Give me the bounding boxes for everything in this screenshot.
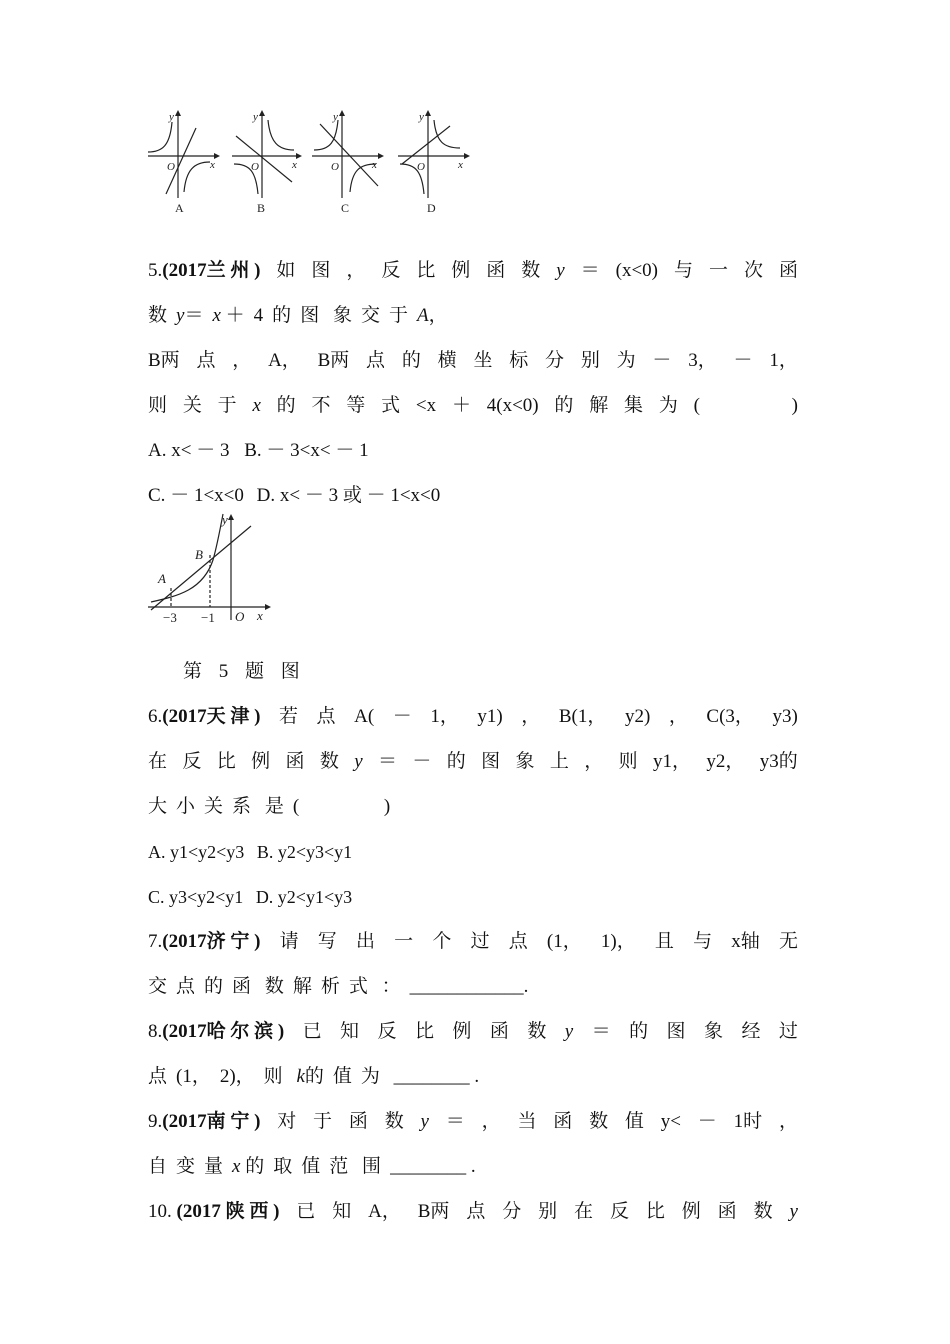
q6-options-ab: [148, 838, 798, 866]
q6-option-c[interactable]: C. y3<y2<y1: [148, 887, 244, 907]
q5-line-1: 5.(2017兰 州 ) 如 图 ， 反 比 例 函 数 y ＝ (x<0) 与 一 次 函: [148, 257, 798, 285]
q7-answer-blank[interactable]: ____________.: [409, 976, 529, 997]
q6-option-b[interactable]: B. y2<y3<y1: [256, 842, 353, 862]
option-label-c: C: [341, 201, 350, 215]
q8-answer-blank[interactable]: ________ .: [393, 1066, 480, 1087]
q8-line-1: 8.(2017哈 尔 滨 ) 已 知 反 比 例 函 数 y ＝ 的 图 象 经 过: [148, 1021, 798, 1042]
q5-line-3: B两 点 ， A， B两 点 的 横 坐 标 分 别 为 － 3， － 1，: [148, 350, 798, 371]
q5-number-source: 5.(2017兰 州 ): [148, 260, 261, 281]
q5-tick-minus-1: −1: [201, 610, 215, 625]
axis-y-label-b: y: [253, 111, 258, 123]
q5-options-cd: [148, 482, 798, 510]
q6-answer-bracket-open: (: [292, 796, 300, 817]
origin-label-a: O: [167, 161, 175, 173]
q5-point-b-label: B: [195, 547, 203, 562]
axis-x-label-d: x: [458, 159, 463, 171]
q8-line-2: 点 (1， 2)， 则 k的 值 为 ________ .: [148, 1066, 480, 1087]
option-label-b: B: [257, 201, 266, 215]
q5-option-a[interactable]: A. x< － 3: [148, 440, 230, 461]
q5-line-4: 则 关 于 x 的 不 等 式 <x ＋ 4(x<0) 的 解 集 为 ( ): [148, 392, 798, 420]
q5-option-c[interactable]: C. － 1<x<0: [148, 485, 244, 506]
q5-point-a-label: A: [158, 571, 166, 586]
q6-option-d[interactable]: D. y2<y1<y3: [255, 887, 353, 907]
axis-y-label-d: y: [419, 111, 424, 123]
axis-y-label-c: y: [333, 111, 338, 123]
option-graphs-figure: [140, 108, 480, 220]
q5-figure: [143, 510, 278, 628]
q6-line-3: 大 小 关 系 是 ( ): [148, 796, 391, 817]
axis-x-label-a: x: [210, 159, 215, 171]
q5-tick-minus-3: −3: [163, 610, 177, 625]
q5-axis-y-label: y: [222, 512, 228, 527]
axis-y-label-a: y: [169, 111, 174, 123]
origin-label-b: O: [251, 161, 259, 173]
q5-options-ab: [148, 437, 798, 465]
q5-origin-label: O: [235, 609, 245, 624]
origin-label-d: O: [417, 161, 425, 173]
q9-line-1: 9.(2017南 宁 ) 对 于 函 数 y ＝ ， 当 函 数 值 y< － 1时 ，: [148, 1111, 798, 1132]
q5-answer-bracket-open: (: [693, 395, 700, 416]
q6-line-1: 6.(2017天 津 ) 若 点 A( － 1， y1) ， B(1， y2) ， C(3， y3): [148, 706, 798, 727]
q6-option-a[interactable]: A. y1<y2<y3: [148, 842, 245, 862]
option-label-a: A: [175, 201, 184, 215]
axis-x-label-b: x: [292, 159, 297, 171]
origin-label-c: O: [331, 161, 339, 173]
q9-line-2: 自 变 量 x 的 取 值 范 围 ________ .: [148, 1156, 476, 1177]
q9-answer-blank[interactable]: ________ .: [390, 1156, 476, 1177]
q5-option-b[interactable]: B. － 3<x< － 1: [244, 440, 369, 461]
q7-line-1: 7.(2017济 宁 ) 请 写 出 一 个 过 点 (1， 1)， 且 与 x轴 无: [148, 931, 798, 952]
q7-line-2: 交 点 的 函 数 解 析 式 ： ____________.: [148, 976, 529, 997]
q10-line-1: 10. (2017 陕 西 ) 已 知 A， B两 点 分 别 在 反 比 例 函 数 y: [148, 1201, 798, 1222]
axis-x-label-c: x: [372, 159, 377, 171]
q6-options-cd: [148, 883, 798, 911]
q5-figure-caption: 第 5 题 图: [183, 661, 300, 682]
q5-answer-space[interactable]: [716, 392, 776, 420]
option-label-d: D: [427, 201, 436, 215]
q5-line-2: 数 y＝ x ＋ 4 的 图 象 交 于 A，: [148, 305, 448, 326]
q6-line-2: 在 反 比 例 函 数 y ＝ － 的 图 象 上 ， 则 y1， y2， y3的: [148, 751, 798, 772]
q5-axis-x-label: x: [257, 608, 263, 623]
q5-option-d[interactable]: D. x< － 3 或 － 1<x<0: [256, 485, 441, 506]
